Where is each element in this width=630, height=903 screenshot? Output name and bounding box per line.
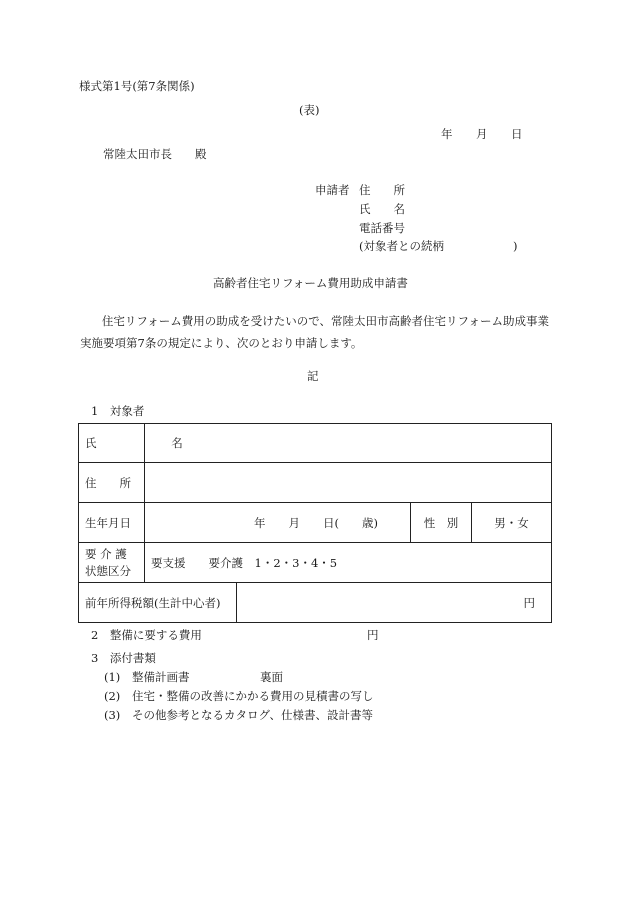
section-3-label: 3 添付書類	[91, 651, 156, 665]
sex-label: 性 別	[411, 503, 472, 543]
address-label: 住 所	[79, 463, 145, 503]
item-text: 整備計画書	[132, 670, 190, 684]
applicant-label: 申請者	[315, 183, 350, 197]
document-title: 高齢者住宅リフォーム費用助成申請書	[213, 276, 408, 290]
item-note: 裏面	[260, 670, 283, 684]
birthdate-value[interactable]: 年 月 日( 歳)	[145, 503, 411, 543]
item-number: (2)	[104, 689, 121, 703]
care-level-value[interactable]: 要支援 要介護 1・2・3・4・5	[145, 543, 552, 583]
form-number: 様式第1号(第7条関係)	[79, 79, 195, 93]
applicant-phone-label: 電話番号	[359, 221, 405, 235]
income-tax-value[interactable]: 円	[237, 583, 552, 623]
name-label: 氏 名	[79, 424, 145, 463]
addressee: 常陸太田市長 殿	[103, 147, 207, 161]
birthdate-label: 生年月日	[79, 503, 145, 543]
care-label-line-1: 要 介 護	[85, 546, 127, 561]
care-label-line-2: 状態区分	[85, 563, 131, 578]
body-text: 住宅リフォーム費用の助成を受けたいので、常陸太田市高齢者住宅リフォーム助成事業実施要項第7条の規定により、次のとおり申請します。	[80, 314, 549, 350]
table-row-address	[79, 463, 552, 503]
applicant-address-label: 住 所	[359, 183, 405, 197]
section-1-label: 1 対象者	[91, 404, 145, 418]
section-2-label: 2 整備に要する費用	[91, 628, 202, 642]
table-row-name	[79, 424, 552, 463]
date-year: 年	[441, 127, 453, 141]
date-day: 日	[511, 127, 523, 141]
item-number: (3)	[104, 708, 121, 722]
item-number: (1)	[104, 670, 121, 684]
item-text: 住宅・整備の改善にかかる費用の見積書の写し	[132, 689, 374, 703]
applicant-relation-label: (対象者との続柄 )	[359, 239, 518, 253]
ki-label: 記	[307, 369, 319, 383]
side-label: (表)	[299, 103, 320, 117]
table-row-income-tax	[79, 583, 552, 623]
table-row-care-level	[79, 543, 552, 583]
section-2-unit: 円	[367, 628, 379, 642]
date-month: 月	[476, 127, 488, 141]
care-level-label	[79, 543, 145, 583]
sex-value[interactable]: 男・女	[472, 503, 552, 543]
target-person-table	[78, 423, 552, 623]
applicant-name-label: 氏 名	[359, 202, 405, 216]
name-value-cell[interactable]	[145, 424, 552, 463]
item-text: その他参考となるカタログ、仕様書、設計書等	[132, 708, 374, 722]
income-tax-label: 前年所得税額(生計中心者)	[79, 583, 237, 623]
table-row-birthdate	[79, 503, 552, 543]
address-value-cell[interactable]	[145, 463, 552, 503]
